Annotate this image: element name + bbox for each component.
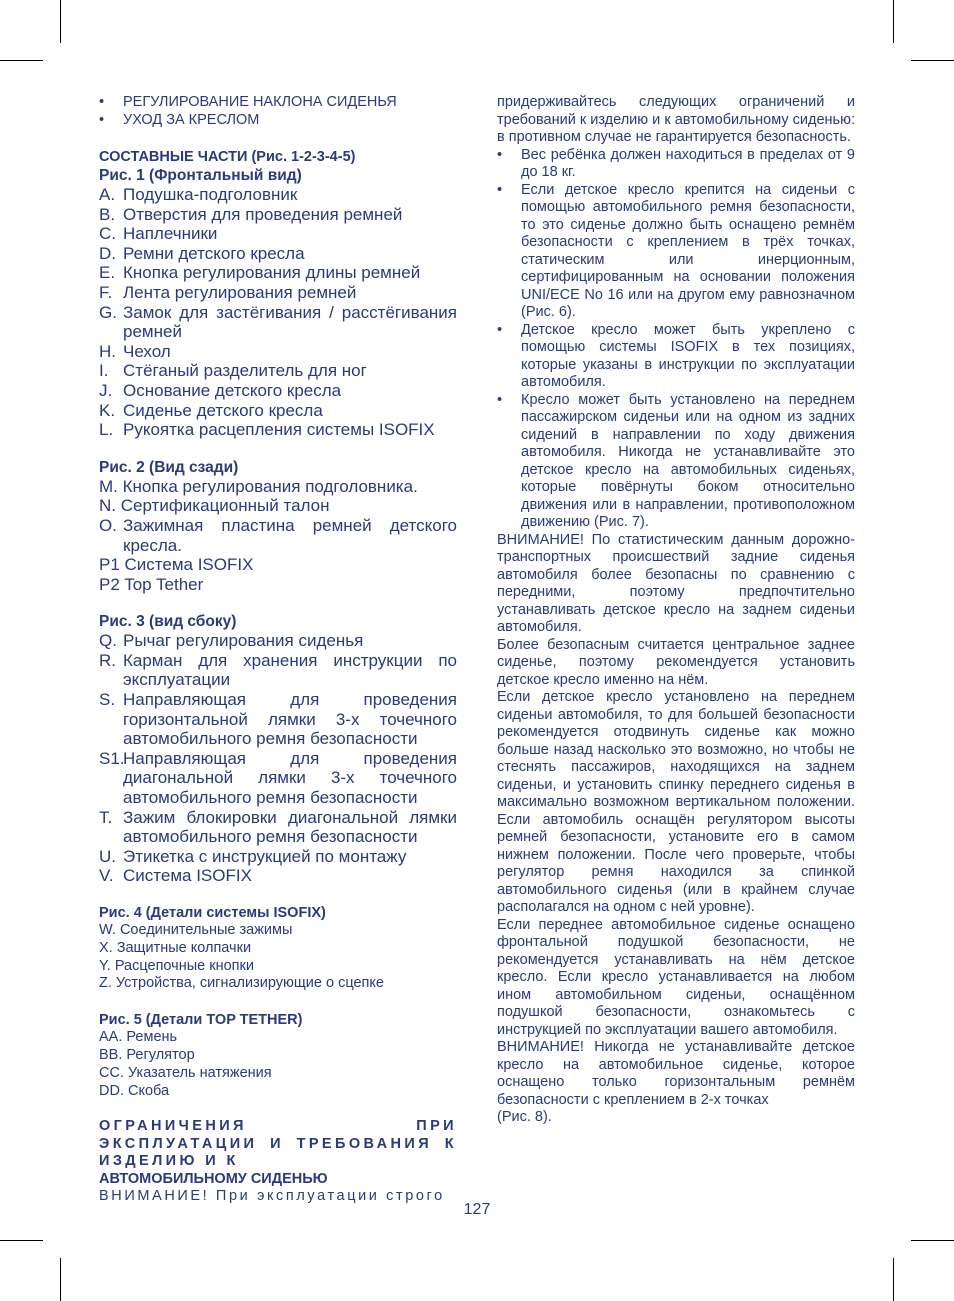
list-item: R. Карман для хранения инструкции по эксплуатации — [99, 650, 457, 690]
fig4-title: Рис. 4 (Детали системы ISOFIX) — [99, 905, 326, 921]
list-item: CC. Указатель натяжения — [99, 1064, 272, 1081]
crop-mark — [911, 60, 954, 61]
list-item: V. Система ISOFIX — [99, 866, 252, 886]
fig1-list — [99, 185, 457, 440]
list-item: • Детское кресло может быть укреплено с помощью системы ISOFIX в тех позициях, которые указаны в инструкции по эксплуатации автомобиля. — [497, 322, 855, 392]
list-item: X. Защитные колпачки — [99, 939, 252, 956]
fig1-title: Рис. 1 (Фронтальный вид) — [99, 167, 302, 184]
left-column — [99, 94, 457, 1206]
list-item: BB. Регулятор — [99, 1046, 195, 1063]
list-item: P1 Система ISOFIX — [99, 555, 254, 575]
paragraph: (Рис. 8). — [497, 1109, 552, 1125]
list-item: C. Наплечники — [99, 224, 218, 244]
list-item: W. Соединительные зажимы — [99, 922, 293, 938]
list-item: • Кресло может быть установлено на переднем пассажирском сиденьи или на одном из задних сидений в направлении по ходу движения автомобиля. Никогда не устанавливайте это детское кресло на автомобильных сиденьях, которые повёрнуты боком относительно движения или в направлении, противоположном движению (Рис. 7). — [497, 392, 855, 532]
list-item: D. Ремни детского кресла — [99, 243, 305, 263]
fig5-list — [99, 1029, 457, 1100]
paragraph: ВНИМАНИЕ! Никогда не устанавливайте детское кресло на автомобильное сиденье, которое оснащено только горизонтальным ремнём безопасности с креплением в 2-х точках — [497, 1039, 855, 1108]
top-bullet-list — [99, 94, 457, 129]
list-item: J. Основание детского кресла — [99, 380, 342, 400]
parts-title: СОСТАВНЫЕ ЧАСТИ (Рис. 1-2-3-4-5) — [99, 149, 356, 165]
crop-mark — [911, 1240, 954, 1241]
paragraph: ВНИМАНИЕ! По статистическим данным дорожно-транспортных происшествий задние сиденья автомобиля более безопасны по сравнению с передними, поэтому предпочтительно устанавливать детское кресло на заднем сиденьи автомобиля. — [497, 531, 855, 635]
crop-mark — [0, 60, 43, 61]
list-item: L. Рукоятка расцепления системы ISOFIX — [99, 420, 435, 440]
list-item: G. Замок для застёгивания / расстёгивания ремней — [99, 302, 457, 342]
list-item: K. Сиденье детского кресла — [99, 400, 323, 420]
fig4-list — [99, 922, 457, 993]
list-item: F. Лента регулирования ремней — [99, 282, 357, 302]
crop-mark — [60, 1258, 61, 1301]
fig3-list — [99, 631, 457, 886]
list-item: Z. Устройства, сигнализирующие о сцепке — [99, 975, 384, 992]
paragraph: Если переднее автомобильное сиденье оснащено фронтальной подушкой безопасности, не рекомендуется устанавливать на нём детское кресло. Если кресло устанавливается на любом ином автомобильном сиденьи, оснащённом подушкой безопасности, ознакомьтесь с инструкцией по эксплуатации вашего автомобиля. — [497, 916, 855, 1038]
list-item: A. Подушка-подголовник — [99, 185, 298, 204]
right-column — [497, 94, 855, 1127]
list-item: DD. Скоба — [99, 1082, 170, 1099]
list-item: B. Отверстия для проведения ремней — [99, 204, 403, 224]
list-item: Q. Рычаг регулирования сиденья — [99, 631, 364, 651]
list-item: I. Стёганый разделитель для ног — [99, 361, 367, 381]
requirements-list — [497, 147, 855, 532]
paragraph: Если детское кресло установлено на переднем сиденьи автомобиля, то для большей безопасности рекомендуется отодвинуть сиденье как можно больше назад насколько это возможно, но чтобы не стеснять пассажиров, находящихся на заднем сиденьи, и установить спинку переднего сиденья в максимально возможном вертикальном положении. Если автомобиль оснащён регулятором высоты ремней безопасности, установите его в самом нижнем положении. После чего проверьте, чтобы регулятор ремня находился за спинкой автомобильного сиденья (или в крайнем случае располагался на одном с ней уровне). — [497, 689, 855, 915]
crop-mark — [893, 0, 894, 43]
list-item: N. Сертификационный талон — [99, 496, 330, 516]
fig2-title: Рис. 2 (Вид сзади) — [99, 458, 239, 476]
list-item: S1. Направляющая для проведения диагональной лямки 3-х точечного автомобильного ремня безопасности — [99, 748, 457, 808]
fig3-title: Рис. 3 (вид сбоку) — [99, 613, 237, 631]
fig2-list — [99, 477, 457, 595]
list-item: O. Зажимная пластина ремней детского кресла. — [99, 515, 457, 555]
crop-mark — [0, 1240, 43, 1241]
fig5-title: Рис. 5 (Детали TOP TETHER) — [99, 1012, 303, 1029]
list-item: H. Чехол — [99, 341, 171, 361]
list-item: AA. Ремень — [99, 1029, 178, 1046]
list-item: Y. Расцепочные кнопки — [99, 957, 254, 974]
list-item: S. Направляющая для проведения горизонтальной лямки 3-х точечного автомобильного ремня безопасности — [99, 690, 457, 749]
list-item: U. Этикетка с инструкцией по монтажу — [99, 846, 407, 866]
list-item: • Вес ребёнка должен находиться в пределах от 9 до 18 кг. — [497, 147, 855, 182]
page-number: 127 — [463, 1201, 491, 1218]
list-item: • РЕГУЛИРОВАНИЕ НАКЛОНА СИДЕНЬЯ — [99, 94, 457, 112]
intro-paragraph: придерживайтесь следующих ограничений и требований к изделию и к автомобильному сиденью: в противном случае не гарантируется безопасность. — [497, 94, 855, 145]
paragraph: Более безопасным считается центральное заднее сиденье, поэтому рекомендуется установить детское кресло именно на нём. — [497, 636, 855, 688]
crop-mark — [60, 0, 61, 43]
list-item: M. Кнопка регулирования подголовника. — [99, 476, 418, 496]
crop-mark — [893, 1258, 894, 1301]
list-item: • Если детское кресло крепится на сиденьи с помощью автомобильного ремня безопасности, то это сиденье должно быть оснащено ремнём безопасности с креплением в трёх точках, статическим или инерционным, сертифицированным на основании положения UNI/ECE No 16 или на другом ему равнозначном (Рис. 6). — [497, 182, 855, 322]
warning-text: ВНИМАНИЕ! При эксплуатации строго — [99, 1188, 445, 1205]
list-item: • УХОД ЗА КРЕСЛОМ — [99, 112, 457, 130]
list-item: E. Кнопка регулирования длины ремней — [99, 263, 421, 283]
list-item: P2 Top Tether — [99, 574, 204, 594]
list-item: T. Зажим блокировки диагональной лямки автомобильного ремня безопасности — [99, 807, 457, 847]
restrictions-title: ОГРАНИЧЕНИЯ ПРИ ЭКСПЛУАТАЦИИ И ТРЕБОВАНИЯ К ИЗДЕЛИЮ И К АВТОМОБИЛЬНОМУ СИДЕНЬЮ — [99, 1118, 457, 1187]
